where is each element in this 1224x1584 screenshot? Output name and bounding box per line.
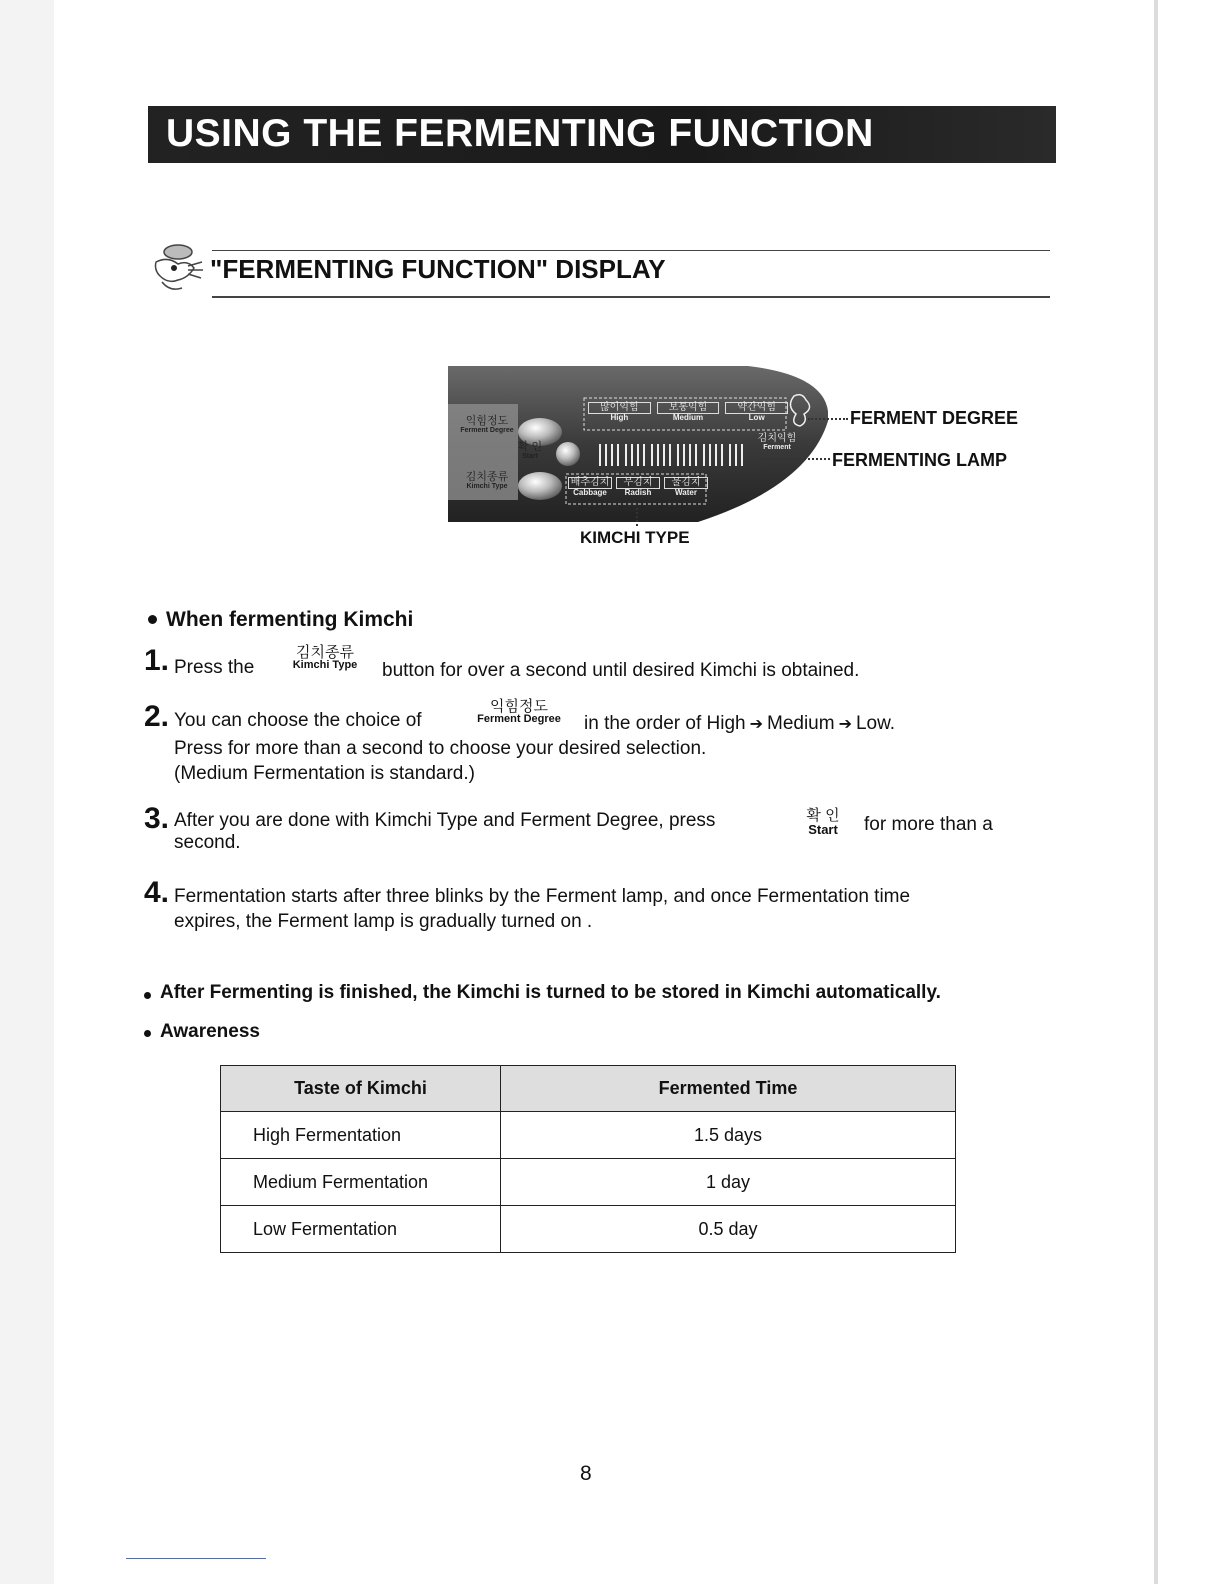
page-edge-right: [1154, 0, 1158, 1584]
kimchi-type-leader: [636, 508, 638, 526]
step-1-text-before: Press the: [174, 657, 255, 678]
step-3-number: 3.: [144, 802, 170, 835]
table-cell: 1.5 days: [501, 1112, 956, 1159]
awareness-heading: Awareness: [160, 1021, 260, 1042]
fermenting-lamp-leader: [760, 458, 830, 460]
step-1-number: 1.: [144, 644, 170, 677]
title-bar: [148, 106, 1056, 163]
type-button-radish[interactable]: 무김치 Radish: [616, 477, 660, 497]
bullet: [144, 1030, 151, 1037]
finished-note: After Fermenting is finished, the Kimchi is turned to be stored in Kimchi automatically.: [160, 982, 941, 1003]
degree-button-medium[interactable]: 보통익힘 Medium: [657, 402, 720, 422]
ferment-degree-callout: FERMENT DEGREE: [850, 408, 1019, 428]
page-title: USING THE FERMENTING FUNCTION: [166, 112, 874, 155]
kimchi-type-callout: KIMCHI TYPE: [580, 528, 690, 547]
step-2-line-2: Press for more than a second to choose your desired selection.: [174, 738, 707, 759]
section-title: "FERMENTING FUNCTION" DISPLAY: [210, 254, 666, 284]
step-2-text-before: You can choose the choice of: [174, 710, 422, 731]
table-cell: Low Fermentation: [221, 1206, 501, 1253]
kimchi-type-buttons: [568, 477, 708, 497]
bullet: [148, 615, 157, 624]
step-3-text-after: for more than a: [864, 814, 993, 835]
degree-button-low[interactable]: 약간익힘 Low: [725, 402, 788, 422]
kimchi-type-panel-label: 김치종류 Kimchi Type: [465, 471, 509, 490]
step-3-text-before: After you are done with Kimchi Type and Ferment Degree, press: [174, 810, 716, 831]
instructions-heading: When fermenting Kimchi: [166, 608, 414, 631]
ferment-degree-panel-label: 익힘정도 Ferment Degree: [460, 415, 514, 434]
table-row: [221, 1206, 956, 1253]
pointing-hand-icon: [148, 238, 206, 294]
table-cell: High Fermentation: [221, 1112, 501, 1159]
table-header-row: [221, 1066, 956, 1112]
kimchi-type-button-ref: 김치종류 Kimchi Type: [292, 644, 358, 671]
table-cell: Medium Fermentation: [221, 1159, 501, 1206]
fermentation-time-table: [220, 1065, 956, 1253]
bullet: [144, 992, 151, 999]
page-edge-left: [0, 0, 54, 1584]
right-arrow-icon: ➔: [749, 716, 763, 733]
section-rule-bottom: [212, 296, 1050, 298]
ferment-lamp-panel-label: 김치익힘 Ferment: [757, 433, 797, 451]
step-4-line-2: expires, the Ferment lamp is gradually turned on .: [174, 911, 593, 932]
table-header-taste: Taste of Kimchi: [221, 1066, 501, 1112]
type-button-cabbage[interactable]: 배추김치 Cabbage: [568, 477, 612, 497]
step-3-line-2: second.: [174, 832, 241, 853]
degree-button-high[interactable]: 많이익힘 High: [588, 402, 651, 422]
footer-line: [126, 1558, 266, 1559]
table-header-time: Fermented Time: [501, 1066, 956, 1112]
right-arrow-icon: ➔: [838, 716, 852, 733]
table-cell: 0.5 day: [501, 1206, 956, 1253]
section-rule-top: [212, 250, 1050, 251]
step-2-number: 2.: [144, 700, 170, 733]
start-panel-label: 확 인 Start: [517, 441, 543, 460]
page-number: 8: [580, 1462, 592, 1485]
table-cell: 1 day: [501, 1159, 956, 1206]
table-row: [221, 1159, 956, 1206]
step-4-number: 4.: [144, 876, 170, 909]
step-1-text-after: button for over a second until desired Kimchi is obtained.: [382, 660, 860, 681]
ferment-degree-button-ref: 익힘정도 Ferment Degree: [477, 698, 561, 725]
ferment-degree-buttons: [588, 402, 788, 422]
type-button-water[interactable]: 물김치 Water: [664, 477, 708, 497]
step-2-line-3: (Medium Fermentation is standard.): [174, 763, 475, 784]
start-button-ref: 확 인 Start: [806, 807, 840, 837]
ferment-degree-leader: [808, 418, 848, 420]
table-row: [221, 1112, 956, 1159]
step-2-order-text: in the order of High ➔ Medium ➔ Low.: [584, 711, 895, 737]
fermenting-lamp-callout: FERMENTING LAMP: [832, 450, 1007, 470]
step-4-line-1: Fermentation starts after three blinks by the Ferment lamp, and once Fermentation time: [174, 886, 911, 907]
